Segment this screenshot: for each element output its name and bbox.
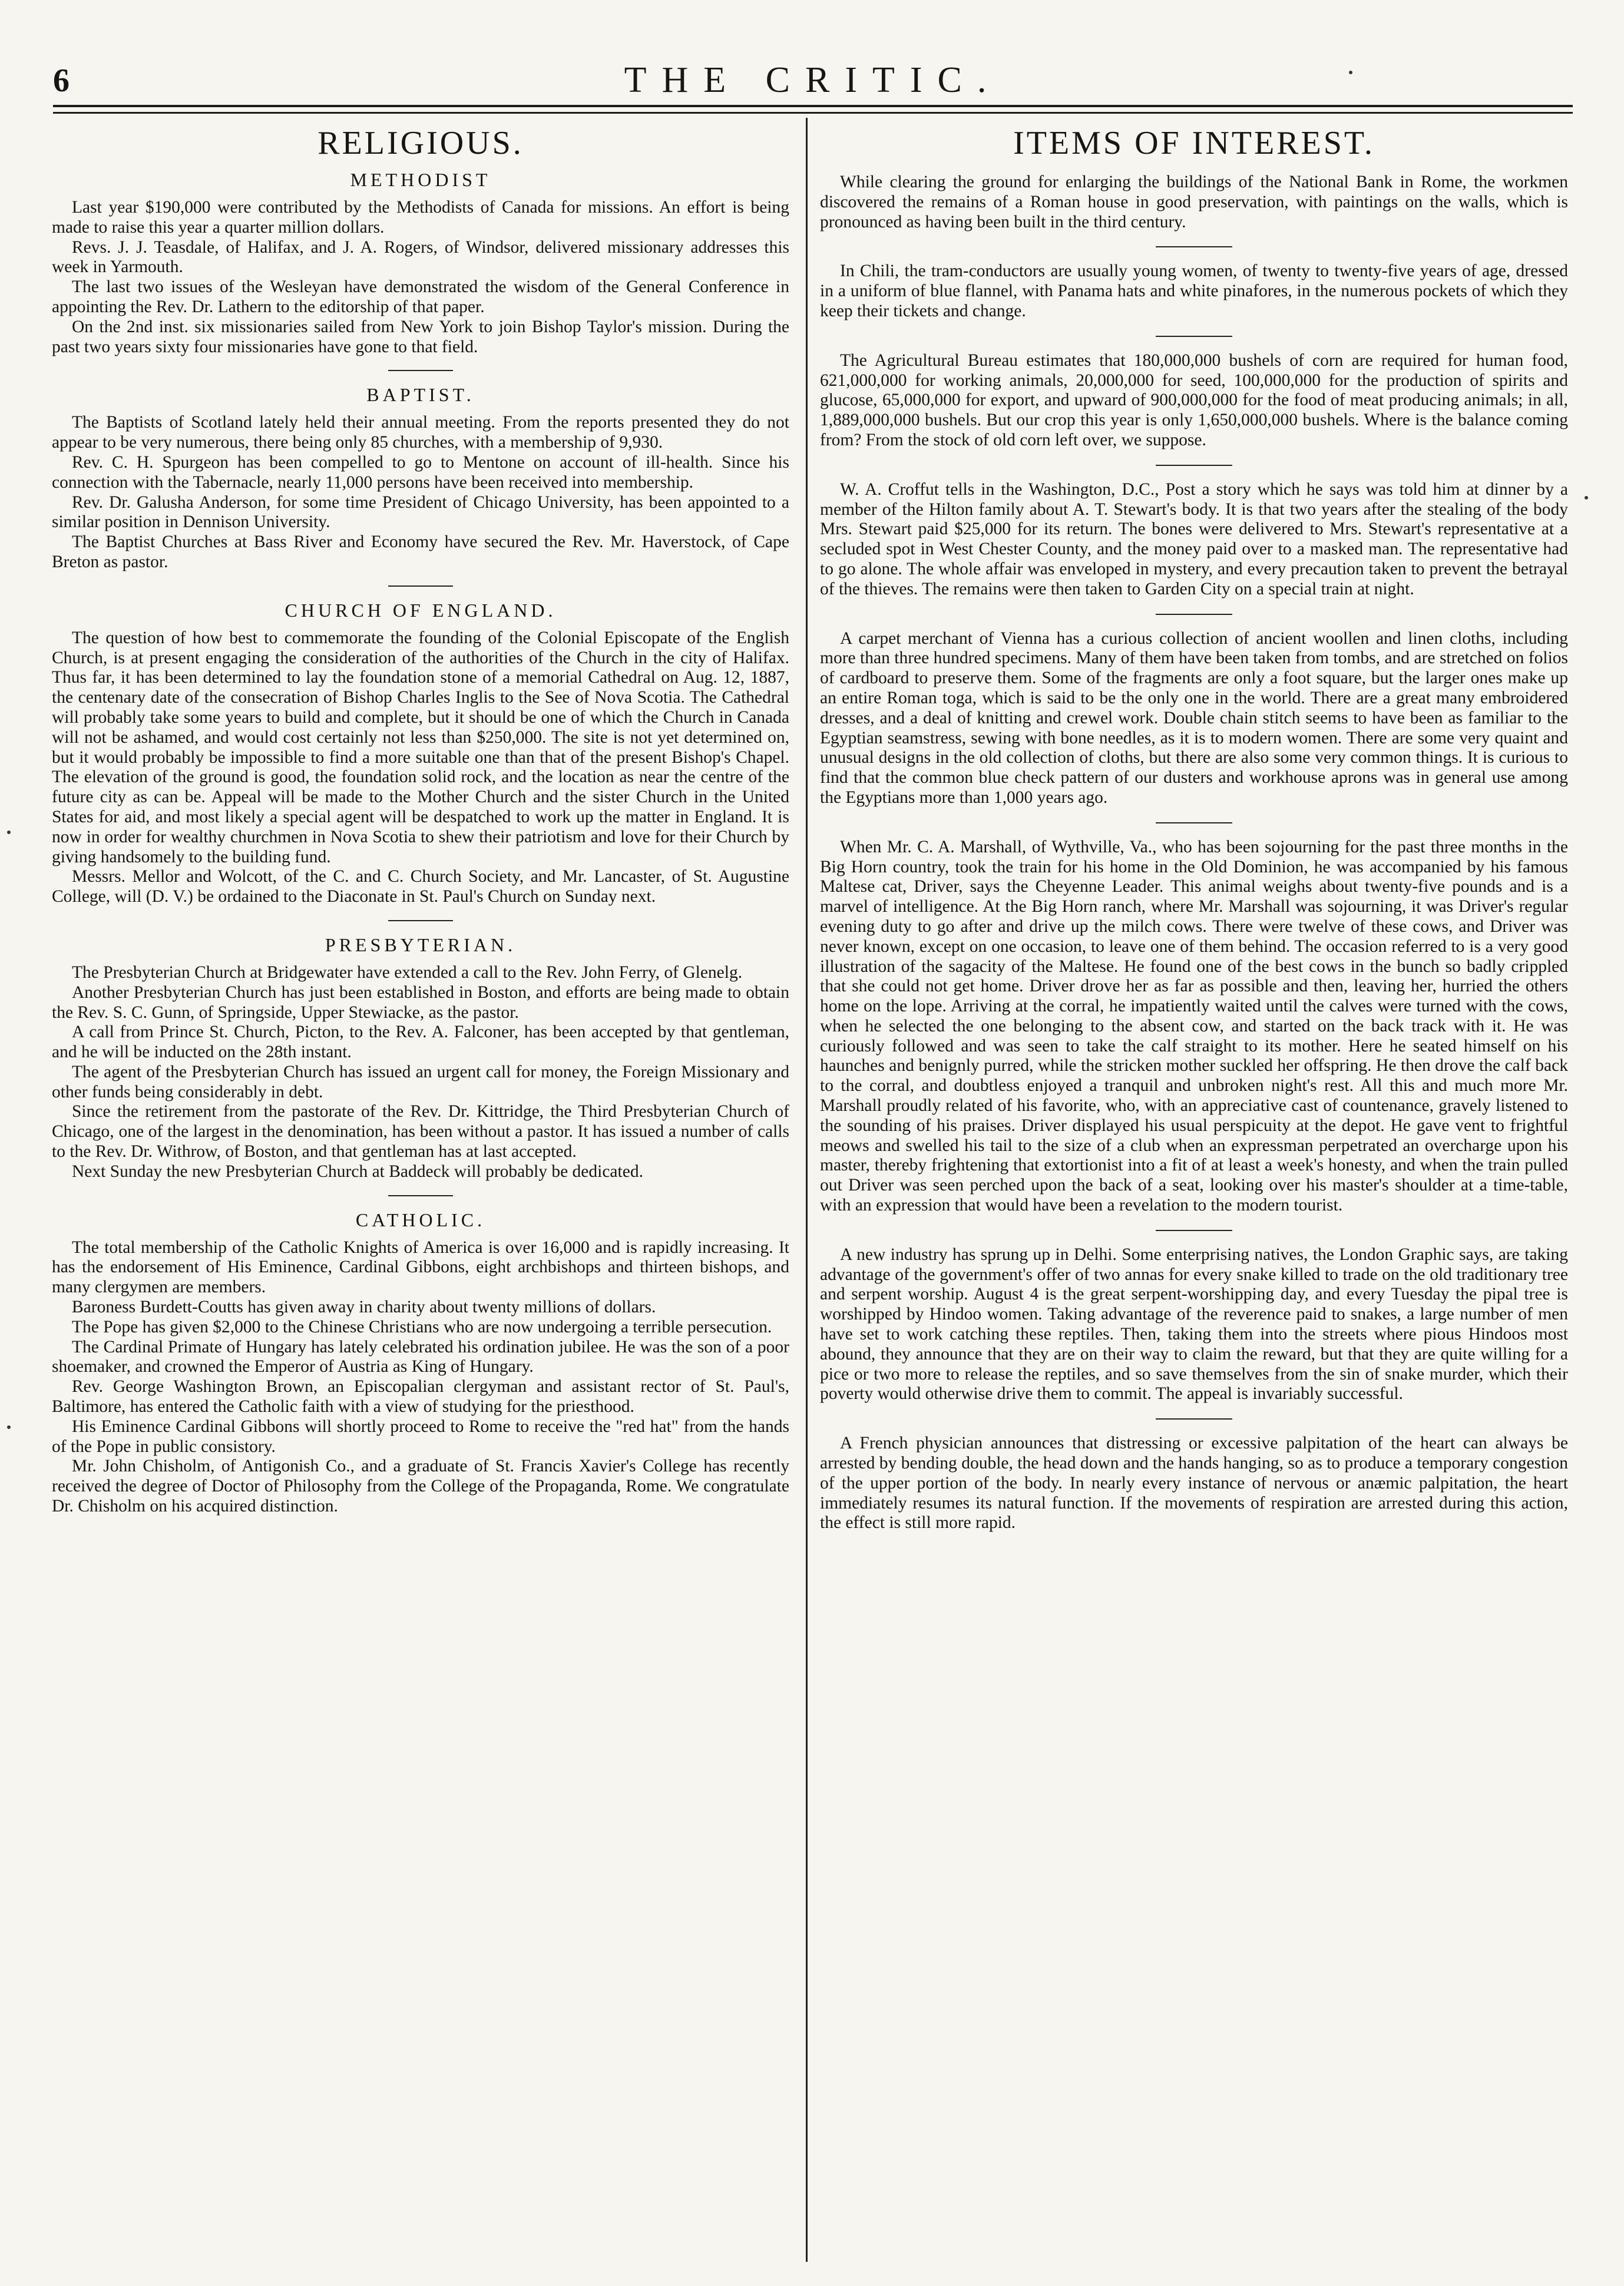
section-divider [388, 920, 453, 921]
column-divider [806, 118, 808, 2262]
print-speck [7, 1425, 11, 1429]
presbyterian-paragraph: A call from Prince St. Church, Picton, to the Rev. A. Falconer, has been accepted by that gentleman, and he will be inducted on the 28th instant. [52, 1023, 789, 1062]
masthead-rule-top [53, 105, 1573, 107]
catholic-paragraph: The Pope has given $2,000 to the Chinese Christians who are now undergoing a terrible persecution. [72, 1317, 772, 1336]
catholic-paragraph: His Eminence Cardinal Gibbons will shortly proceed to Rome to receive the "red hat" from the hands of the Pope in public consistory. [52, 1417, 789, 1456]
presbyterian-paragraph: Since the retirement from the pastorate of the Rev. Dr. Kittridge, the Third Presbyterian Church of Chicago, one of the largest in the denomination, has been without a pastor. It has issued a number of calls to the Rev. Dr. Withrow, of Boston, and that gentleman has at last accepted. [52, 1102, 789, 1162]
items-of-interest-heading: ITEMS OF INTEREST. [1013, 125, 1375, 161]
presbyterian-paragraph: Another Presbyterian Church has just been established in Boston, and efforts are being made to obtain the Rev. S. C. Gunn, of Springside, Upper Stewiacke, as the pastor. [52, 982, 789, 1022]
baptist-paragraph: Rev. C. H. Spurgeon has been compelled to go to Mentone on account of ill-health. Since his connection with the Tabernacle, nearly 11,000 persons have been received into membership. [52, 452, 789, 492]
item-divider [1156, 1230, 1232, 1231]
section-divider [388, 585, 453, 587]
catholic-paragraph: Mr. John Chisholm, of Antigonish Co., and a graduate of St. Francis Xavier's College has recently received the degree of Doctor of Philosophy from the College of the Propaganda, Rome. We congratulate Dr. Chisholm on his acquired distinction. [52, 1457, 789, 1516]
baptist-paragraph: Rev. Dr. Galusha Anderson, for some time President of Chicago University, has been appointed to a similar position in Dennison University. [52, 492, 789, 532]
news-item: W. A. Croffut tells in the Washington, D.C., Post a story which he says was told him at dinner by a member of the Hilton family about A. T. Stewart's body. It is that two years after the stealing of the body Mrs. Stewart paid $25,000 for its return. The bones were delivered to Mrs. Stewart's representative at a secluded spot in West Chester County, and the money paid over to a masked man. The representative had to go alone. The whole affair was enveloped in mystery, and every precaution taken to prevent the betrayal of the thieves. The remains were then taken to Garden City on a special train at night. [820, 479, 1568, 598]
presbyterian-paragraph: The Presbyterian Church at Bridgewater have extended a call to the Rev. John Ferry, of Glenelg. [72, 962, 743, 982]
catholic-paragraph: Baroness Burdett-Coutts has given away in charity about twenty millions of dollars. [72, 1298, 656, 1317]
baptist-paragraph: The Baptist Churches at Bass River and Economy have secured the Rev. Mr. Haverstock, of Cape Breton as pastor. [52, 532, 789, 571]
presbyterian-paragraph: Next Sunday the new Presbyterian Church at Baddeck will probably be dedicated. [72, 1162, 643, 1181]
catholic-paragraph: The Cardinal Primate of Hungary has lately celebrated his ordination jubilee. He was the son of a poor shoemaker, and crowned the Emperor of Austria as King of Hungary. [52, 1337, 789, 1377]
items-of-interest-column [820, 121, 1568, 1533]
masthead [53, 56, 1573, 109]
section-divider [388, 1195, 453, 1196]
church-of-england-paragraph: The question of how best to commemorate the founding of the Colonial Episcopate of the English Church, is at present engaging the consideration of the authorities of the Church in the city of Halifax. Thus far, it has been determined to lay the foundation stone of a memorial Cathedral on Aug. 12, 1887, the centenary date of the consecration of Bishop Charles Inglis to the See of Nova Scotia. The Cathedral will probably take some years to build and complete, but it should be one of which the Church in Canada will not be ashamed, and would cost certainly not less than $250,000. The site is not yet determined on, but it would probably be impossible to find a more suitable one than that of the present Bishop's Chapel. The elevation of the ground is good, the foundation solid rock, and the location as near the centre of the future city as can be. Appeal will be made to the Mother Church and the sister Church in the United States for aid, and most likely a special agent will be despatched to work up the matter in England. It is now in order for wealthy churchmen in Nova Scotia to shew their patriotism and love for their Church by giving handsomely to the building fund. [52, 628, 789, 866]
item-divider [1156, 1418, 1232, 1420]
methodist-paragraph: Revs. J. J. Teasdale, of Halifax, and J. A. Rogers, of Windsor, delivered missionary addresses this week in Yarmouth. [52, 237, 789, 277]
methodist-title: METHODIST [350, 169, 491, 190]
print-speck [1585, 496, 1588, 499]
masthead-rule-bottom [53, 112, 1573, 114]
print-speck [7, 831, 11, 834]
methodist-paragraph: The last two issues of the Wesleyan have demonstrated the wisdom of the General Conference in appointing the Rev. Dr. Lathern to the editorship of that paper. [52, 277, 789, 316]
news-item: A new industry has sprung up in Delhi. Some enterprising natives, the London Graphic says, are taking advantage of the government's offer of two annas for every snake killed to trade on the old traditionary tree and serpent worship. August 4 is the great serpent-worshipping day, and every Tuesday the pipal tree is worshipped by Hindoo women. Taking advantage of the reverence paid to snakes, a large number of men have set to work catching these reptiles. Then, taking them into the streets where pious Hindoos most abound, they announce that they are on their way to claim the reward, but that they are quite willing for a pice or two more to release the reptiles, and so save themselves from the sin of snake murder, which their poverty would otherwise drive them to commit. The appeal is invariably successful. [820, 1245, 1568, 1404]
methodist-paragraph: Last year $190,000 were contributed by the Methodists of Canada for missions. An effort is being made to raise this year a quarter million dollars. [52, 198, 789, 237]
church-of-england-paragraph: Messrs. Mellor and Wolcott, of the C. and C. Church Society, and Mr. Lancaster, of St. Augustine College, will (D. V.) be ordained to the Diaconate in St. Paul's Church on Sunday next. [52, 867, 789, 907]
presbyterian-title: PRESBYTERIAN. [325, 934, 517, 955]
section-divider [388, 370, 453, 371]
baptist-title: BAPTIST. [366, 384, 475, 406]
methodist-paragraph: On the 2nd inst. six missionaries sailed from New York to join Bishop Taylor's mission. During the past two years sixty four missionaries have gone to that field. [52, 317, 789, 356]
page-number: 6 [53, 62, 70, 99]
catholic-paragraph: The total membership of the Catholic Knights of America is over 16,000 and is rapidly increasing. It has the endorsement of His Eminence, Cardinal Gibbons, eight archbishops and thirteen bishops, and many clergymen are members. [52, 1238, 789, 1297]
news-item: When Mr. C. A. Marshall, of Wythville, Va., who has been sojourning for the past three months in the Big Horn country, took the train for his home in the Old Dominion, he was accompanied by his famous Maltese cat, Driver, says the Cheyenne Leader. This animal weighs about twenty-five pounds and is a marvel of intelligence. At the Big Horn ranch, where Mr. Marshall was sojourning, it was Driver's regular evening duty to go after and drive up the milch cows. There were twelve of these cows, and Driver was never known, except on one occasion, to leave one of them behind. The occasion referred to is a very good illustration of the sagacity of the Maltese. He found one of the best cows in the bunch so badly crippled that she could not get home. Driver drove her as far as possible and then, leaving her, hurried the others home on the lope. Arriving at the corral, he impatiently waited until the calves were turned with the cows, when he selected the one belonging to the absent cow, and started on the back track with it. He was curiously followed and was seen to take the calf straight to its mother. Here he seated himself on his haunches and benignly purred, while the stricken mother suckled her offspring. He then drove the calf back to the corral, and doubtless enjoyed a tranquil and unbroken night's rest. All this and much more Mr. Marshall proudly related of his favorite, who, with an appreciative cast of countenance, gravely listened to the sounding of his praises. Driver displayed his usual perspicuity at the depot. He gave vent to frightful meows and swelled his tail to the size of a club when an expressman perpetrated an overcharge upon his master, thereby frightening that extortionist into a fit of at least a week's honesty, and when the train pulled out Driver was seen perched upon the back of a seat, looking over his master's shoulder at a time-table, with an expression that would have been a revelation to the modern tourist. [820, 837, 1568, 1215]
catholic-paragraph: Rev. George Washington Brown, an Episcopalian clergyman and assistant rector of St. Paul's, Baltimore, has entered the Catholic faith with a view of studying for the priesthood. [52, 1377, 789, 1417]
news-item: A carpet merchant of Vienna has a curious collection of ancient woollen and linen cloths, including more than three hundred specimens. Many of them have been taken from tombs, and are stretched on folios of cardboard to preserve them. Some of the fragments are only a foot square, but the larger ones make up an entire Roman toga, which is said to be the only one in the world. There are a great many embroidered dresses, and a deal of knitting and crewel work. Double chain stitch seems to have been as familiar to the Egyptian seamstress, sewing with bone needles, as it is to modern women. There are some very quaint and unusual designs in the old collection of cloths, but there are also some very common things. It is curious to find that the common blue check pattern of our dusters and workhouse aprons was in general use among the Egyptians more than 1,000 years ago. [820, 628, 1568, 807]
baptist-paragraph: The Baptists of Scotland lately held their annual meeting. From the reports presented they do not appear to be very numerous, there being only 85 churches, with a membership of 9,930. [52, 413, 789, 452]
news-item: In Chili, the tram-conductors are usually young women, of twenty to twenty-five years of age, dressed in a uniform of blue flannel, with Panama hats and white pinafores, in the numerous pockets of which they keep their tickets and change. [820, 262, 1568, 320]
religious-heading: RELIGIOUS. [317, 125, 524, 161]
item-divider [1156, 336, 1232, 337]
presbyterian-paragraph: The agent of the Presbyterian Church has issued an urgent call for money, the Foreign Missionary and other funds being considerably in debt. [52, 1062, 789, 1101]
item-divider [1156, 614, 1232, 615]
print-speck [1349, 71, 1352, 74]
item-divider [1156, 822, 1232, 823]
religious-column [52, 121, 789, 1517]
news-item: A French physician announces that distressing or excessive palpitation of the heart can always be arrested by bending double, the head down and the hands hanging, so as to produce a temporary congestion of the upper portion of the body. In nearly every instance of nervous or anæmic palpitation, the heart immediately resumes its natural function. If the movements of respiration are arrested during this action, the effect is still more rapid. [820, 1434, 1568, 1533]
news-item: The Agricultural Bureau estimates that 180,000,000 bushels of corn are required for human food, 621,000,000 for working animals, 20,000,000 for seed, 100,000,000 for the production of spirits and glucose, 65,000,000 for export, and upward of 900,000,000 for the food of meat producing animals; in all, 1,889,000,000 bushels. But our crop this year is only 1,650,000,000 bushels. Where is the balance coming from? From the stock of old corn left over, we suppose. [820, 350, 1568, 449]
news-item: While clearing the ground for enlarging the buildings of the National Bank in Rome, the workmen discovered the remains of a Roman house in good preservation, with paintings on the walls, which is pronounced as having been built in the third century. [820, 173, 1568, 231]
item-divider [1156, 246, 1232, 247]
church-of-england-title: CHURCH OF ENGLAND. [285, 599, 557, 621]
item-divider [1156, 465, 1232, 466]
catholic-title: CATHOLIC. [355, 1209, 486, 1230]
paper-title: THE CRITIC. [624, 60, 1002, 100]
